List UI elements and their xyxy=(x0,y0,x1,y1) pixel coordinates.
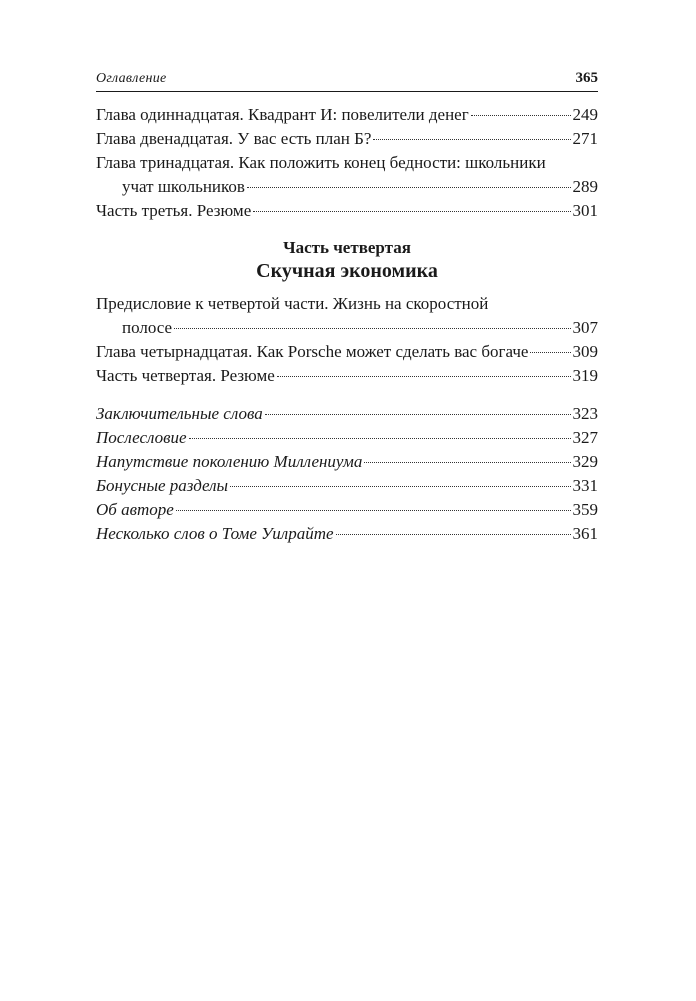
toc-entry-page: 361 xyxy=(572,524,598,543)
toc-entry-chapter-12[interactable] xyxy=(96,127,598,151)
toc-entry-chapter-11[interactable] xyxy=(96,103,598,127)
toc-entry-label: Глава двенадцатая. У вас есть план Б? xyxy=(96,129,372,148)
toc-entry-label: Заключительные слова xyxy=(96,404,263,423)
toc-entry-about-author[interactable] xyxy=(96,498,598,522)
toc-entry-label: Послесловие xyxy=(96,428,187,447)
toc-entry-closing-words[interactable] xyxy=(96,402,598,426)
toc-entry-label: учат школьников xyxy=(122,177,245,196)
toc-entry-label: Глава одиннадцатая. Квадрант И: повелители денег xyxy=(96,105,469,124)
dot-leader xyxy=(471,115,571,116)
toc-entry-page: 319 xyxy=(572,366,598,385)
dot-leader xyxy=(364,462,570,463)
toc-entry-page: 309 xyxy=(572,342,598,361)
toc-entry-chapter-13[interactable] xyxy=(96,151,598,199)
toc-entry-page: 301 xyxy=(572,201,598,220)
toc-entry-page: 307 xyxy=(572,318,598,337)
dot-leader xyxy=(265,414,571,415)
toc-entry-bonus-sections[interactable] xyxy=(96,474,598,498)
toc-entry-page: 359 xyxy=(572,500,598,519)
running-header-title: Оглавление xyxy=(96,71,167,86)
table-of-contents xyxy=(96,103,598,546)
dot-leader xyxy=(336,534,571,535)
toc-entry-label: Бонусные разделы xyxy=(96,476,229,495)
toc-entry-label: Глава четырнадцатая. Как Porsche может сделать вас богаче xyxy=(96,342,529,361)
dot-leader xyxy=(253,211,570,212)
toc-entry-chapter-14[interactable] xyxy=(96,340,598,364)
dot-leader xyxy=(176,510,571,511)
dot-leader xyxy=(174,328,570,329)
running-header xyxy=(96,70,598,92)
toc-entry-label: полосе xyxy=(122,318,173,337)
toc-entry-label: Несколько слов о Томе Уилрайте xyxy=(96,524,334,543)
toc-entry-page: 323 xyxy=(572,404,598,423)
toc-entry-millennials[interactable] xyxy=(96,450,598,474)
toc-entry-first-line: Предисловие к четвертой части. Жизнь на скоростной xyxy=(96,294,489,313)
toc-entry-page: 327 xyxy=(572,428,598,447)
toc-entry-part-4-summary[interactable] xyxy=(96,364,598,388)
part-four-subtitle: Часть четвертая xyxy=(283,238,411,257)
toc-entry-page: 331 xyxy=(572,476,598,495)
dot-leader xyxy=(230,486,570,487)
toc-entry-first-line: Глава тринадцатая. Как положить конец бедности: школьники xyxy=(96,153,546,172)
dot-leader xyxy=(373,139,570,140)
toc-entry-page: 329 xyxy=(572,452,598,471)
toc-entry-page: 271 xyxy=(572,129,598,148)
toc-entry-label: Об авторе xyxy=(96,500,174,519)
toc-entry-label: Напутствие поколению Миллениума xyxy=(96,452,363,471)
toc-entry-label: Часть четвертая. Резюме xyxy=(96,366,275,385)
dot-leader xyxy=(530,352,570,353)
toc-entry-page: 249 xyxy=(572,105,598,124)
part-four-title: Скучная экономика xyxy=(256,260,438,282)
toc-entry-part-3-summary[interactable] xyxy=(96,199,598,223)
toc-page xyxy=(96,70,598,546)
part-four-heading xyxy=(96,237,598,284)
toc-entry-page: 289 xyxy=(572,177,598,196)
toc-entry-tom-wheelwright[interactable] xyxy=(96,522,598,546)
running-header-page-number: 365 xyxy=(575,70,598,86)
toc-entry-label: Часть третья. Резюме xyxy=(96,201,252,220)
dot-leader xyxy=(247,187,571,188)
dot-leader xyxy=(277,376,571,377)
dot-leader xyxy=(189,438,571,439)
toc-entry-part-4-preface[interactable] xyxy=(96,292,598,340)
toc-entry-afterword[interactable] xyxy=(96,426,598,450)
